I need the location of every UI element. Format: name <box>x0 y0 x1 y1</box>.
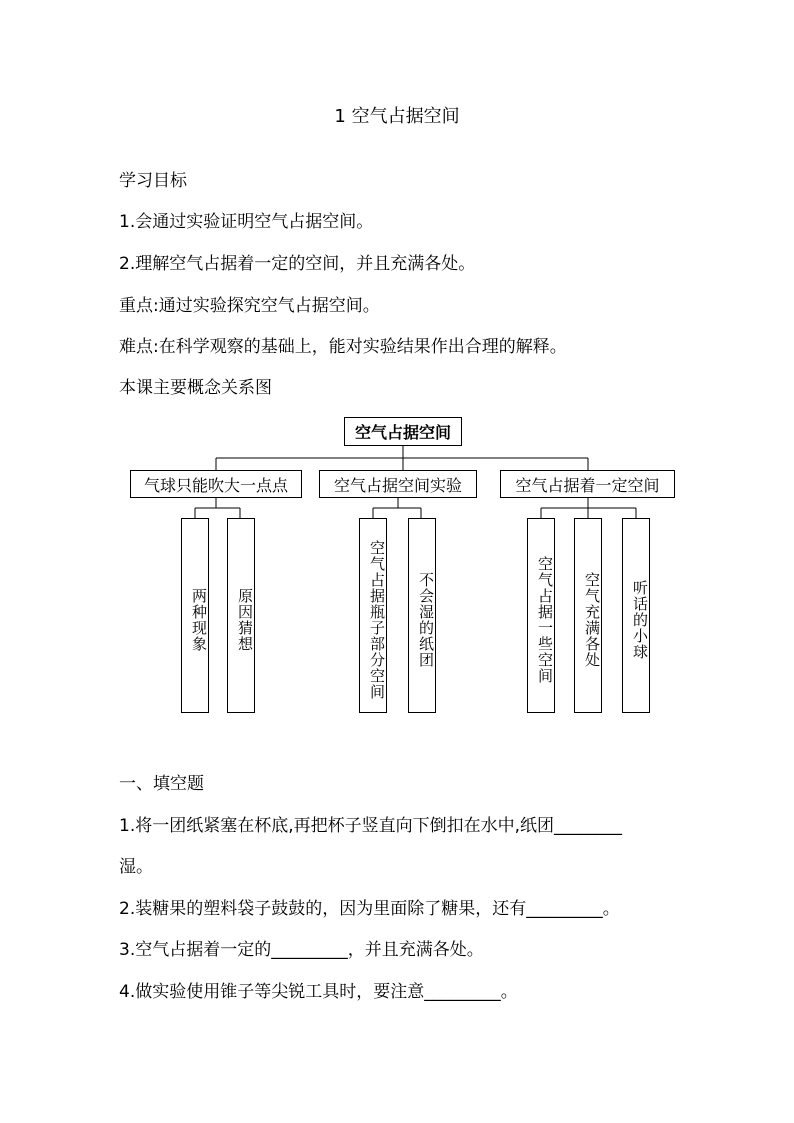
difficulty: 难点:在科学观察的基础上，能对实验结果作出合理的解释。 <box>119 337 567 357</box>
diagram-leaf-label: 空气占据一些空间 <box>536 555 554 684</box>
objective-2: 2.理解空气占据着一定的空间，并且充满各处。 <box>119 254 476 274</box>
diagram-heading: 本课主要概念关系图 <box>119 378 272 398</box>
diagram-leaf <box>408 518 436 713</box>
diagram-leaf <box>181 518 209 713</box>
diagram-leaf-label: 听话的小球 <box>631 579 649 660</box>
question-3: 3.空气占据着一定的_________，并且充满各处。 <box>119 940 484 960</box>
objectives-heading: 学习目标 <box>119 171 187 191</box>
diagram-leaf-label: 两种现象 <box>190 587 208 652</box>
diagram-leaf-label: 原因猜想 <box>236 587 254 652</box>
diagram-branch-2: 空气占据空间实验 <box>319 470 477 498</box>
key-point: 重点:通过实验探究空气占据空间。 <box>119 296 380 316</box>
question-2: 2.装糖果的塑料袋子鼓鼓的，因为里面除了糖果，还有_________。 <box>119 899 620 919</box>
diagram-leaf-label: 不会湿的纸团 <box>417 571 435 668</box>
section-heading: 一、填空题 <box>119 774 204 794</box>
diagram-leaf <box>527 518 555 713</box>
diagram-leaf-label: 空气占据瓶子部分空间 <box>368 539 386 700</box>
diagram-root: 空气占据空间 <box>344 417 462 446</box>
question-1: 1.将一团纸紧塞在杯底,再把杯子竖直向下倒扣在水中,纸团________ <box>119 816 623 836</box>
diagram-leaf <box>227 518 255 713</box>
page-title: 1 空气占据空间 <box>334 106 460 127</box>
question-1-cont: 湿。 <box>119 857 153 877</box>
diagram-leaf-label: 空气充满各处 <box>583 571 601 668</box>
diagram-leaf <box>359 518 387 713</box>
objective-1: 1.会通过实验证明空气占据空间。 <box>119 212 374 232</box>
diagram-branch-3: 空气占据着一定空间 <box>500 470 675 498</box>
diagram-leaf <box>622 518 650 713</box>
diagram-leaf <box>574 518 602 713</box>
question-4: 4.做实验使用锥子等尖锐工具时，要注意_________。 <box>119 982 518 1002</box>
diagram-branch-1: 气球只能吹大一点点 <box>130 470 302 498</box>
